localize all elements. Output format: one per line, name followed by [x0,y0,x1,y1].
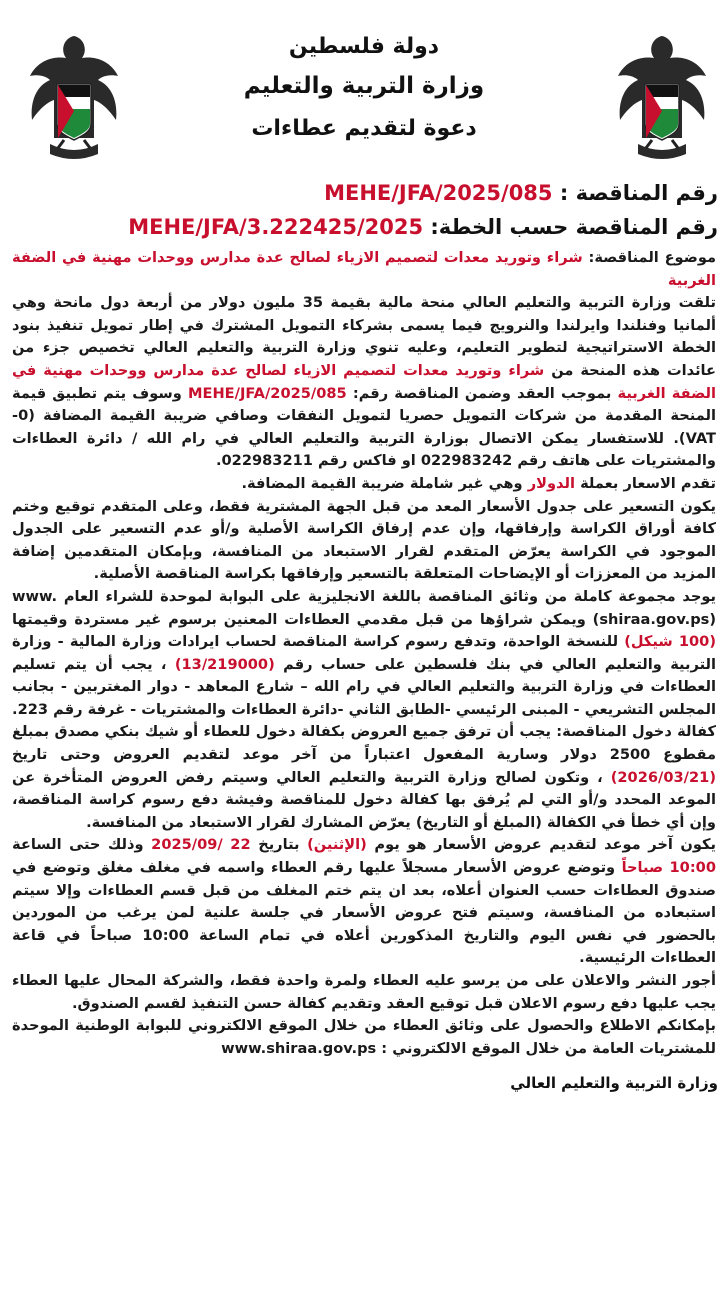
paragraph-deadline [12,834,716,970]
paragraph-bid-bond [12,721,716,834]
bank-account-highlight: (13/219000) [174,655,275,673]
paragraph-currency [12,473,716,496]
announcement-body [10,247,718,1060]
palestine-eagle-emblem-icon [612,28,712,168]
tender-plan-value: MEHE/JFA/3.222425/2025 [128,214,424,239]
announcement-title: دعوة لتقديم عطاءات [251,115,477,141]
documents-text: يوجد مجموعة كاملة من وثائق المناقصة باللغة الانجليزية على البوابة لموحدة للشراء العام www. (shiraa.gov.ps) ويمكن شراؤها من قبل مقدمي العطاءات المعنين برسوم غير مستردة وقيمتها [12,587,716,628]
tender-number [10,178,718,210]
documents-fee-highlight: (100 شيكل) [624,633,717,651]
grant-contract-text: بموجب العقد وضمن المناقصة رقم: [352,384,612,402]
bid-bond-rules-text: ، وتكون لصالح وزارة التربية والتعليم العالي وسيتم رفض العروض المتأخرة عن الموعد المحدد و/أو التي لم يُرفق بها كفالة دخول للمناقصة وفيشة دفع رسوم كراسة المناقصة، وإن أي خطأ في الكفالة (المبلغ أو التاريخ) يعرّض المشارك لقرار الاستبعاد من المنافسة. [12,768,716,831]
subject-label: موضوع المناقصة: [588,249,716,266]
tender-number-value: MEHE/JFA/2025/085 [324,181,553,205]
tender-plan-number [10,212,718,244]
palestine-eagle-emblem-icon [24,28,124,168]
grant-contact-text: وسوف يتم تطبيق قيمة المنحة المقدمة من شركات التمويل حصريا لتمويل النفقات وصافي ضريبة القيمة المضافة (0-VAT). للاستفسار يمكن الاتصال بوزارة التربية والتعليم العالي في رام الله / دائرة العطاءات والمشتريات على هاتف رقم 022983242 او فاكس رقم 022983211. [12,384,716,470]
deadline-rules-text: وتوضع عروض الأسعار مسجلاً عليها رقم العطاء واسمه في مغلف مغلق وتوضع في صندوق العطاءات حسب العنوان أعلاه، بعد ان يتم ختم المغلف من قبل قسم العطاءات وإلا سيتم استبعاده من المنافسة، وسيتم فتح عروض الأسعار في جلسة علنية لمن يرغب من الموردين بالحضور في نفس اليوم والتاريخ المذكورين أعلاه في تمام الساعة 10:00 صباحاً في قاعة العطاءات الرئيسية. [12,859,716,967]
bid-bond-text: كفالة دخول المناقصة: يجب أن ترفق جميع العروض بكفالة دخول للعطاء أو شيك بنكي مصدق بمبلغ مقطوع 2500 دولار وسارية المفعول اعتباراً من آخر موعد لتقديم العروض وحتى تاريخ [12,723,716,764]
deadline-time-highlight: 10:00 صباحاً [621,859,716,877]
tender-number-label: رقم المناقصة : [559,181,718,205]
deadline-date-highlight: 2025/09/ 22 [151,836,251,854]
subject-line [12,247,716,292]
grant-text: تلقت وزارة التربية والتعليم العالي منحة مالية بقيمة 35 مليون دولار من أربعة دول مانحة وهي ألمانيا وفنلندا وايرلندا والنرويج فيما يسمى بشركاء التمويل المشترك في إطار تمويل تنفيذ بنود الخطة الاستراتيجية لتطوير التعليم، وعليه تنوي وزارة التربية والتعليم العالي تخصيص جزء من عائدات هذه المنحة من [12,294,716,379]
ministry-name: وزارة التربية والتعليم [243,73,485,100]
paragraph-advertising-fees: أجور النشر والاعلان على من يرسو عليه العطاء ولمرة واحدة فقط، والشركة المحال عليها العطاء يجب عليها دفع رسوم الاعلان قبل توقيع العقد وتقديم كفالة حسن التنفيذ لقسم الصندوق. [12,972,716,1012]
paragraph-pricing: يكون التسعير على جدول الأسعار المعد من قبل الجهة المشترية فقط، وعلى المتقدم توقيع وختم كافة أوراق الكراسة وإرفاقها، وإن عدم إرفاق الكراسة الأصلية و/أو عدم التسعير على الجدول الموجود في الكراسة يعرّض المتقدم لقرار الاستبعاد من المنافسة، وبإمكان المتقدمين إضافة المزيد من المعززات أو الإيضاحات المتعلقة بالتسعير وإرفاقها بكراسة المناقصة الأصلية. [12,497,716,583]
header-titles [160,34,568,141]
deadline-day-highlight: (الإثنين) [307,836,367,854]
currency-vat-text: وهي غير شاملة ضريبة القيمة المضافة. [241,474,523,492]
documents-delivery-text: ، يجب أن يتم تسليم العطاءات في وزارة التربية والتعليم العالي في رام الله – شارع المعاهد - دوار المغتربين - بجانب المجلس التشريعي - المبنى الرئيسي -الطابق الثاني -دائرة العطاءات والمشتريات - غرفة رقم 223. [12,655,716,718]
paragraph-website: بإمكانكم الاطلاع والحصول على وثائق العطاء من خلال الموقع الالكتروني للبوابة الوطنية الموحدة للمشتريات العامة من خلال الموقع الالكتروني : www.shiraa.gov.ps [12,1017,716,1057]
deadline-time-label: وذلك حتى الساعة [12,836,144,854]
currency-highlight: الدولار [527,474,575,492]
grant-tender-code: MEHE/JFA/2025/085 [187,384,347,402]
bid-bond-date-highlight: (2026/03/21) [610,768,716,786]
deadline-text: يكون آخر موعد لتقديم عروض الأسعار هو يوم [374,836,716,854]
paragraph-grant [12,292,716,473]
paragraph-documents [12,586,716,722]
tender-plan-label: رقم المناقصة حسب الخطة: [430,214,718,239]
documents-payment-text: للنسخة الواحدة، وتدفع رسوم كراسة المناقصة لحساب ايرادات وزارة المالية - وزارة التربية والتعليم العالي في بنك فلسطين على حساب رقم [12,633,717,673]
deadline-date-label: بتاريخ [258,836,300,854]
signature: وزارة التربية والتعليم العالي [510,1074,718,1093]
subject-value: شراء وتوريد معدات لتصميم الازياء لصالح عدة مدارس ووحدات مهنية في الضفة الغربية [12,249,716,289]
grant-subject-highlight: شراء وتوريد معدات لتصميم الازياء لصالح عدة مدارس ووحدات مهنية في الضفة الغربية [12,361,716,402]
state-name: دولة فلسطين [288,34,440,59]
header [10,6,718,176]
currency-text: تقدم الاسعار بعملة [580,474,716,492]
